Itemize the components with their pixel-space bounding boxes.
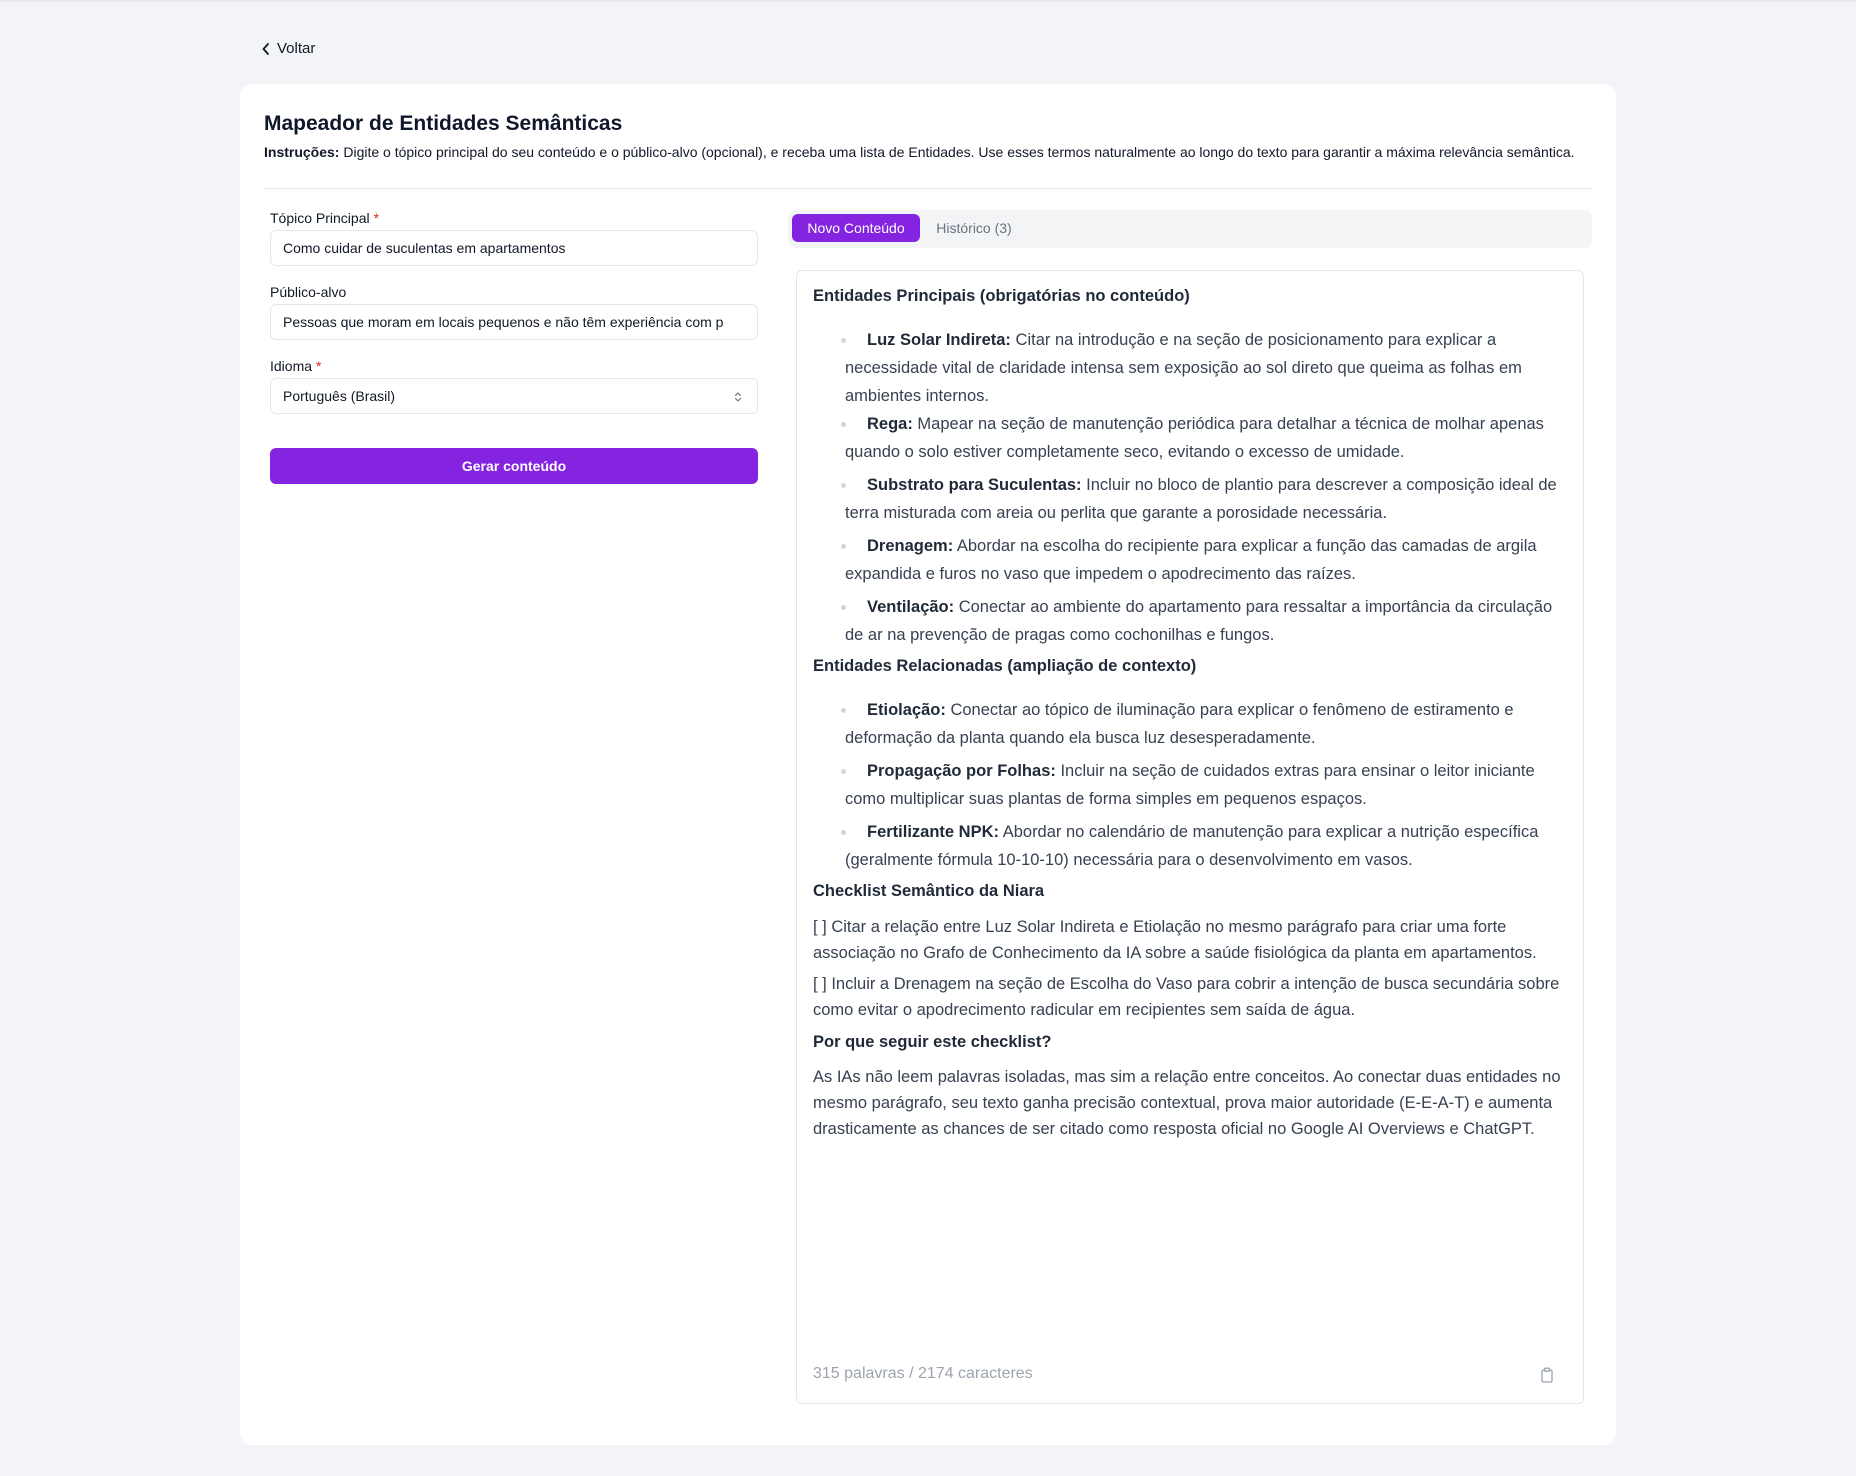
bullet-dot: [841, 483, 846, 488]
topic-label-text: Tópico Principal: [270, 210, 370, 226]
entity-text: Citar na introdução e na seção de posicionamento para explicar a necessidade vital de claridade intensa sem exposição ao sol direto que queima as folhas em ambientes internos.: [845, 331, 1522, 405]
list-item: [845, 696, 1569, 752]
language-select[interactable]: [270, 378, 758, 414]
why-heading: Por que seguir este checklist?: [813, 1033, 1052, 1051]
list-item: [845, 410, 1569, 466]
instructions-text: Digite o tópico principal do seu conteúdo e o público-alvo (opcional), e receba uma lista de Entidades. Use esses termos naturalmente ao longo do texto para garantir a máxima relevância semântica.: [339, 144, 1575, 160]
entity-text: Abordar no calendário de manutenção para explicar a nutrição específica (geralmente fórmula 10-10-10) necessária para o desenvolvimento em vasos.: [845, 823, 1539, 869]
list-item: [845, 757, 1569, 813]
topic-input[interactable]: [270, 230, 758, 266]
checklist-item: [ ] Citar a relação entre Luz Solar Indireta e Etiolação no mesmo parágrafo para criar uma forte associação no Grafo de Conhecimento da IA sobre a saúde fisiológica da planta em apartamentos.: [813, 918, 1537, 962]
checklist-heading: Checklist Semântico da Niara: [813, 882, 1045, 900]
topic-input-value: Como cuidar de suculentas em apartamentos: [283, 240, 566, 256]
tab-bar: [788, 210, 1592, 248]
topic-label: [270, 210, 379, 226]
bullet-dot: [841, 605, 846, 610]
header-divider: [264, 188, 1592, 189]
language-label-text: Idioma: [270, 358, 313, 374]
list-item: [845, 818, 1569, 874]
bullet-dot: [841, 544, 846, 549]
tab-history[interactable]: Histórico (3): [936, 220, 1012, 236]
back-label: Voltar: [277, 40, 316, 57]
output-panel: [796, 270, 1584, 1404]
list-item: [845, 593, 1569, 649]
audience-label-text: Público-alvo: [270, 284, 347, 300]
bullet-dot: [841, 830, 846, 835]
bullet-dot: [841, 769, 846, 774]
instructions-label: Instruções:: [264, 144, 340, 160]
chevron-left-icon: [261, 42, 271, 56]
entity-term: Ventilação:: [867, 598, 955, 616]
back-link[interactable]: [261, 40, 315, 57]
audience-label: [270, 284, 346, 300]
bullet-dot: [841, 708, 846, 713]
entity-term: Fertilizante NPK:: [867, 823, 1000, 841]
generate-button[interactable]: Gerar conteúdo: [270, 448, 758, 484]
audience-input[interactable]: [270, 304, 758, 340]
entity-text: Abordar na escolha do recipiente para explicar a função das camadas de argila expandida e furos no vaso que impedem o apodrecimento das raízes.: [845, 537, 1537, 583]
entity-text: Conectar ao tópico de iluminação para explicar o fenômeno de estiramento e deformação da planta quando ela busca luz desesperadamente.: [845, 701, 1514, 747]
entity-term: Rega:: [867, 415, 913, 433]
entity-text: Conectar ao ambiente do apartamento para ressaltar a importância da circulação de ar na prevenção de pragas como cochonilhas e fungos.: [845, 598, 1553, 644]
main-card: [240, 84, 1616, 1445]
page-title: Mapeador de Entidades Semânticas: [264, 112, 623, 135]
entity-text: Incluir na seção de cuidados extras para ensinar o leitor iniciante como multiplicar suas plantas de forma simples em pequenos espaços.: [845, 762, 1535, 808]
why-text: As IAs não leem palavras isoladas, mas sim a relação entre conceitos. Ao conectar duas entidades no mesmo parágrafo, seu texto ganha precisão contextual, prova maior autoridade (E-E-A-T) e aumenta drasticamente as chances de ser citado como resposta oficial no Google AI Overviews e ChatGPT.: [813, 1068, 1561, 1138]
language-label: [270, 358, 321, 374]
list-item: [845, 532, 1569, 588]
top-shadow: [0, 0, 1856, 3]
audience-input-value: Pessoas que moram em locais pequenos e não têm experiência com p: [283, 314, 724, 330]
list-item: [845, 326, 1569, 410]
chevron-updown-icon: [733, 390, 743, 407]
entity-term: Propagação por Folhas:: [867, 762, 1056, 780]
copy-button[interactable]: [1540, 1367, 1554, 1388]
entity-term: Substrato para Suculentas:: [867, 476, 1082, 494]
language-select-value: Português (Brasil): [283, 388, 396, 404]
entity-text: Mapear na seção de manutenção periódica para detalhar a técnica de molhar apenas quando o solo estiver completamente seco, evitando o excesso de umidade.: [845, 415, 1544, 461]
entity-term: Drenagem:: [867, 537, 954, 555]
entity-term: Luz Solar Indireta:: [867, 331, 1011, 349]
required-marker: *: [316, 358, 322, 374]
word-count: 315 palavras / 2174 caracteres: [813, 1365, 1033, 1382]
list-item: [845, 471, 1569, 527]
tab-new-content[interactable]: Novo Conteúdo: [792, 214, 920, 242]
bullet-dot: [841, 338, 846, 343]
clipboard-icon: [1540, 1370, 1554, 1387]
entity-term: Etiolação:: [867, 701, 946, 719]
bullet-dot: [841, 422, 846, 427]
section-heading: Entidades Principais (obrigatórias no conteúdo): [813, 287, 1190, 305]
checklist-item: [ ] Incluir a Drenagem na seção de Escolha do Vaso para cobrir a intenção de busca secundária sobre como evitar o apodrecimento radicular em recipientes sem saída de água.: [813, 975, 1560, 1019]
instructions: [264, 142, 1594, 162]
required-marker: *: [373, 210, 380, 226]
entity-text: Incluir no bloco de plantio para descrever a composição ideal de terra misturada com areia ou perlita que garante a porosidade necessária.: [845, 476, 1557, 522]
section-heading: Entidades Relacionadas (ampliação de contexto): [813, 657, 1197, 675]
